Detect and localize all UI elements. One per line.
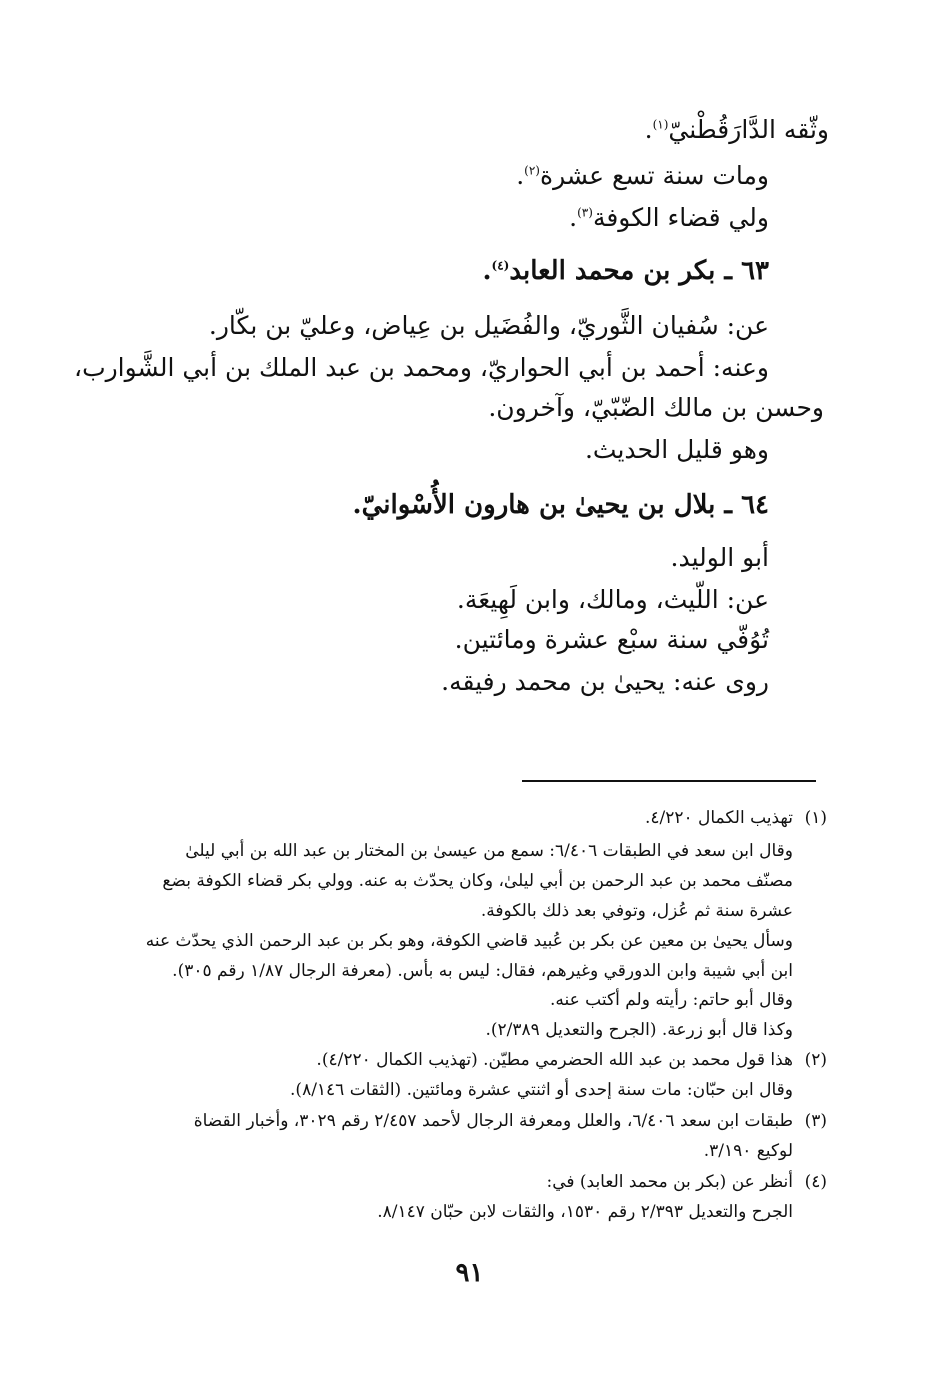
body-line: وثّقه الدَّارَقُطْنيّ$^{(١)}$. [644, 115, 829, 144]
page-number: ٩١ [455, 1258, 484, 1288]
footnote-1-line: وكذا قال أبو زرعة. (الجرح والتعديل ٢/٣٨٩). [485, 1020, 793, 1040]
footnote-number: (١) [804, 808, 827, 828]
entry-63-remark: وهو قليل الحديث. [584, 435, 769, 464]
footnote-1-line: وقال أبو حاتم: رأيته ولم أكتب عنه. [549, 990, 793, 1010]
footnote-separator [522, 780, 816, 782]
footnote-4-line: الجرح والتعديل ٢/٣٩٣ رقم ١٥٣٠، والثقات لابن حبّان ٨/١٤٧. [377, 1202, 793, 1222]
footnote-2-line: وقال ابن حبّان: مات سنة إحدى أو اثنتي عشرة ومائتين. (الثقات ٨/١٤٦). [290, 1080, 793, 1100]
entry-64-death: تُوُفّي سنة سبْع عشرة ومائتين. [454, 625, 769, 654]
footnote-3: (٣)طبقات ابن سعد ٦/٤٠٦، والعلل ومعرفة الرجال لأحمد ٢/٤٥٧ رقم ٣٠٢٩، وأخبار القضاة [194, 1108, 827, 1134]
body-text: ولي قضاء الكوفة [592, 203, 769, 232]
entry-64-narrators: روى عنه: يحيىٰ بن محمد رفيقه. [441, 667, 769, 696]
footnote-2: (٢)هذا قول محمد بن عبد الله الحضرمي مطيّن. (تهذيب الكمال ٤/٢٢٠). [316, 1047, 827, 1073]
footnote-1-line: عشرة سنة ثم عُزل، وتوفي بعد ذلك بالكوفة. [480, 901, 793, 921]
footnote-ref[interactable]: (٤) [491, 258, 510, 273]
footnote-ref[interactable]: (٣) [577, 205, 593, 220]
footnote-ref[interactable]: (١) [652, 117, 669, 132]
body-text: وثّقه الدَّارَقُطْنيّ [668, 115, 829, 144]
entry-64-from: عن: اللّيث، ومالك، وابن لَهِيعَة. [456, 585, 769, 614]
footnote-1-line: وقال ابن سعد في الطبقات ٦/٤٠٦: سمع من عيسىٰ بن المختار بن عبد الله بن أبي ليلىٰ [185, 841, 793, 861]
footnote-number: (٢) [804, 1050, 827, 1070]
footnote-1-line: ابن أبي شيبة وابن الدورقي وغيرهم، فقال: ليس به بأس. (معرفة الرجال ١/٨٧ رقم ٣٠٥). [172, 961, 793, 981]
body-line: ومات سنة تسع عشرة$^{(٢)}$. [516, 161, 769, 190]
footnote-4: (٤)أنظر عن (بكر بن محمد العابد) في: [546, 1169, 827, 1195]
footnote-number: (٤) [804, 1172, 827, 1192]
footnote-3-line: لوكيع ٣/١٩٠. [703, 1141, 793, 1161]
entry-63-from: عن: سُفيان الثَّوريّ، والفُضَيل بن عِياض، وعليّ بن بكّار. [208, 311, 769, 340]
footnote-1: (١)تهذيب الكمال ٤/٢٢٠. [645, 805, 827, 831]
footnote-1-line: وسأل يحيىٰ بن معين عن بكر بن عُبيد قاضي الكوفة، وهو بكر بن عبد الرحمن الذي يحدّث عنه [145, 931, 793, 951]
body-line: ولي قضاء الكوفة$^{(٣)}$. [569, 203, 769, 232]
entry-64-title: ٦٤ ـ بلال بن يحيىٰ بن هارون الأُسْوانيّ. [352, 490, 769, 520]
entry-63-title: ٦٣ ـ بكر بن محمد العابد$^{(٤)}$. [482, 256, 769, 286]
footnote-1-line: مصنّف محمد بن عبد الرحمن بن أبي ليلىٰ، وكان يحدّث به عنه. وولي بكر قضاء الكوفة بضع [162, 871, 793, 891]
entry-64-kunya: أبو الوليد. [670, 543, 769, 572]
entry-63-narrators-line1: وعنه: أحمد بن أبي الحواريّ، ومحمد بن عبد الملك بن أبي الشَّوارب، [74, 353, 769, 382]
entry-title-text: ٦٣ ـ بكر بن محمد العابد [509, 256, 769, 286]
footnote-number: (٣) [804, 1111, 827, 1131]
body-text: ومات سنة تسع عشرة [539, 161, 769, 190]
footnote-ref[interactable]: (٢) [524, 163, 540, 178]
entry-63-narrators-line2: وحسن بن مالك الضّبّيّ، وآخرون. [488, 393, 824, 422]
